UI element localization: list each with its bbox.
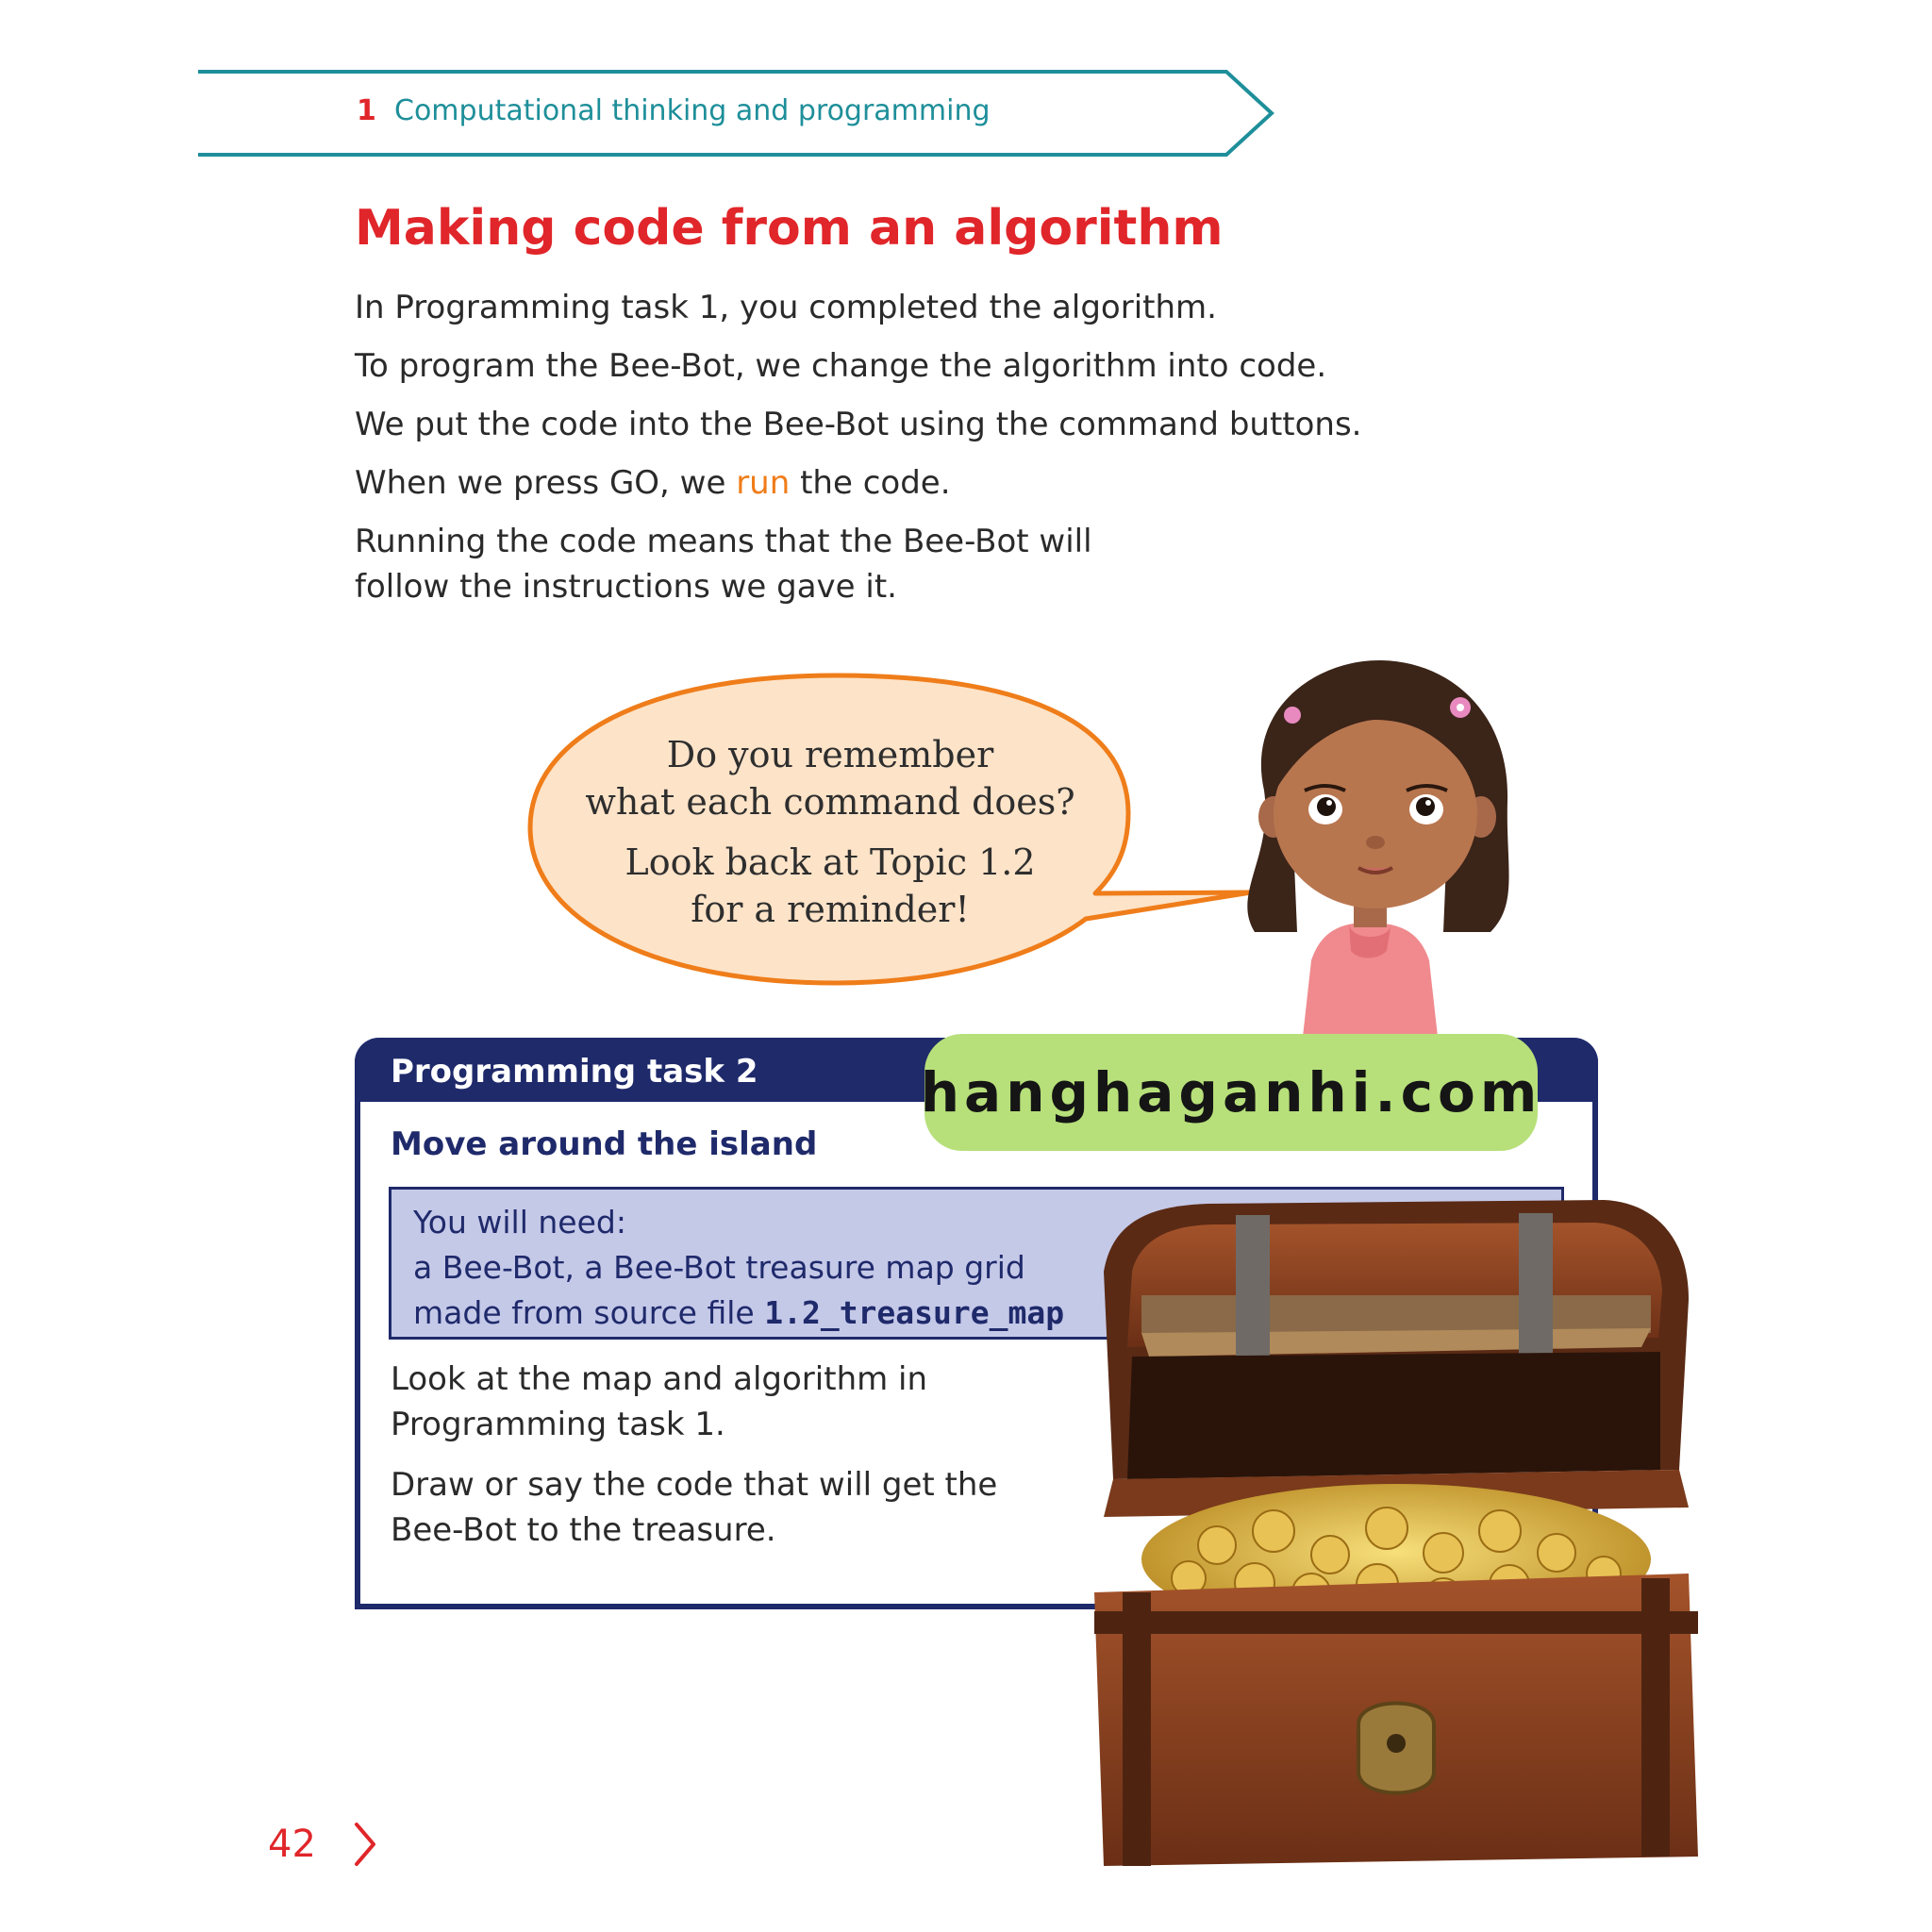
bubble-line: Look back at Topic 1.2 [625,841,1036,883]
body-paragraph: We put the code into the Bee-Bot using the command buttons. [355,406,1362,443]
bubble-line: Do you remember [666,734,994,775]
body-paragraph: In Programming task 1, you completed the algorithm. [355,289,1217,326]
need-line: a Bee-Bot, a Bee-Bot treasure map grid [413,1249,1025,1286]
treasure-chest-illustration [1075,1196,1717,1875]
run-line-after: the code. [790,464,951,502]
page-number: 42 [268,1823,316,1866]
need-label: You will need: [413,1204,626,1241]
watermark-badge: hanghaganhi.com [924,1034,1538,1151]
need-line [413,1294,1064,1331]
run-line-before: When we press GO, we [355,464,737,502]
task-instruction: Programming task 1. [391,1406,725,1443]
source-file-name: 1.2_treasure_map [764,1294,1065,1331]
task-instruction: Look at the map and algorithm in [391,1360,928,1398]
body-paragraph: follow the instructions we gave it. [355,568,897,606]
run-paragraph [355,460,951,506]
page-title: Making code from an algorithm [355,200,1224,257]
girl-illustration [1208,649,1528,1045]
task-instruction: Bee-Bot to the treasure. [391,1511,776,1549]
speech-bubble [525,672,1260,992]
task-subtitle: Move around the island [391,1125,818,1163]
bubble-line: for a reminder! [691,889,970,930]
chapter-title: Computational thinking and programming [394,94,991,127]
chevron-right-icon [351,1821,379,1868]
body-paragraph: To program the Bee-Bot, we change the algorithm into code. [355,347,1327,385]
chapter-number: 1 [357,94,376,127]
task-instruction: Draw or say the code that will get the [391,1466,998,1504]
task-title: Programming task 2 [391,1053,758,1091]
run-keyword: run [736,464,791,502]
body-paragraph: Running the code means that the Bee-Bot will [355,523,1092,560]
bubble-line: what each command does? [585,781,1075,823]
need-line-prefix: made from source file [413,1294,765,1331]
